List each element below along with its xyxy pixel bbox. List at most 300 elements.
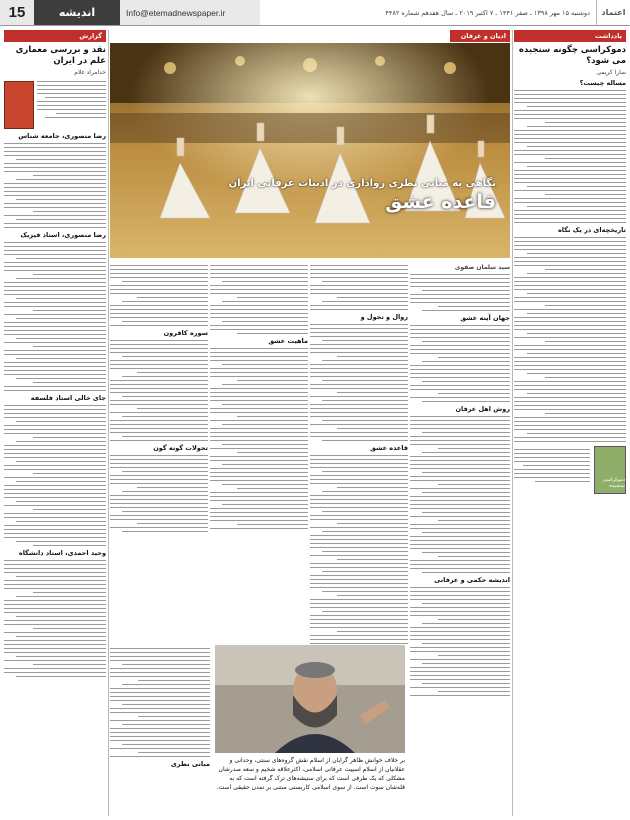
text-line — [4, 354, 106, 355]
text-line — [210, 520, 308, 521]
text-line — [110, 483, 208, 484]
text-line — [410, 420, 510, 421]
text-line — [527, 373, 626, 374]
text-line — [310, 619, 408, 620]
text-line — [110, 325, 208, 326]
text-line — [110, 656, 210, 657]
text-line — [410, 544, 510, 545]
text-line — [422, 623, 510, 624]
text-line — [4, 564, 106, 565]
text-line — [438, 619, 510, 620]
text-line — [122, 356, 208, 357]
text-line — [422, 401, 510, 402]
text-line — [514, 337, 626, 338]
text-line — [310, 368, 408, 369]
text-line — [110, 467, 208, 468]
text-line — [514, 453, 590, 454]
report-title: نقد و بررسی معماری علم در ایران — [15, 45, 106, 67]
text-line — [122, 436, 208, 437]
text-line — [527, 206, 626, 207]
text-line — [4, 505, 106, 506]
text-line — [16, 521, 106, 522]
text-line — [110, 696, 210, 697]
text-line — [210, 396, 308, 397]
text-line — [210, 428, 308, 429]
text-line — [4, 171, 106, 172]
text-line — [4, 465, 106, 466]
text-line — [410, 468, 510, 469]
feature-kicker: نگاهی به مبانی نظری رواداری در ادبیات عرفانی ایران — [228, 178, 496, 189]
text-line — [110, 305, 208, 306]
text-line — [310, 579, 408, 580]
text-line — [210, 468, 308, 469]
text-line — [210, 480, 308, 481]
text-line — [210, 372, 308, 373]
text-line — [210, 348, 308, 349]
feature-rubric: ادیان و عرفان — [450, 30, 510, 42]
text-line — [438, 357, 510, 358]
left-column — [4, 30, 106, 816]
text-line — [210, 329, 308, 330]
text-line — [514, 218, 626, 219]
text-line — [310, 479, 408, 480]
text-line — [310, 547, 408, 548]
text-line — [527, 433, 626, 434]
text-line — [4, 386, 106, 387]
text-line — [514, 214, 626, 215]
text-line — [422, 310, 510, 311]
text-line — [322, 380, 408, 381]
text-line — [222, 321, 308, 322]
text-line — [122, 491, 208, 492]
text-line — [514, 182, 626, 183]
text-line — [410, 536, 510, 537]
text-line — [110, 740, 210, 741]
text-line — [410, 444, 510, 445]
text-line — [37, 109, 106, 110]
section-subhead: جای خالی استاد فلسفه — [30, 394, 106, 403]
text-line — [4, 322, 106, 323]
text-line — [33, 509, 106, 510]
newspaper-logo: اعتماد — [596, 0, 630, 25]
text-line — [410, 369, 510, 370]
text-line — [422, 341, 510, 342]
text-line — [514, 409, 626, 410]
text-line — [4, 485, 106, 486]
text-line — [438, 393, 510, 394]
text-line — [310, 507, 408, 508]
feature-column-4b — [110, 645, 210, 815]
text-line — [410, 671, 510, 672]
text-line — [4, 374, 106, 375]
text-line — [110, 519, 208, 520]
text-line — [110, 503, 208, 504]
text-line — [4, 390, 106, 391]
text-line — [310, 328, 408, 329]
text-line — [514, 265, 626, 266]
text-line — [210, 456, 308, 457]
text-line — [110, 712, 210, 713]
text-line — [110, 428, 208, 429]
text-line — [137, 523, 208, 524]
text-line — [110, 420, 208, 421]
text-line — [4, 489, 106, 490]
text-line — [237, 297, 308, 298]
text-line — [410, 500, 510, 501]
text-line — [4, 246, 106, 247]
text-line — [514, 441, 626, 442]
text-line — [4, 572, 106, 573]
text-line — [310, 599, 408, 600]
text-line — [237, 416, 308, 417]
text-line — [4, 405, 106, 406]
text-line — [410, 607, 510, 608]
text-line — [16, 258, 106, 259]
text-line — [122, 396, 208, 397]
text-line — [310, 587, 408, 588]
text-line — [222, 301, 308, 302]
text-line — [410, 460, 510, 461]
text-line — [4, 517, 106, 518]
text-line — [33, 310, 106, 311]
text-line — [237, 488, 308, 489]
text-line — [110, 459, 208, 460]
text-line — [210, 476, 308, 477]
text-line — [514, 369, 626, 370]
text-line — [110, 424, 208, 425]
text-line — [514, 277, 626, 278]
text-line — [310, 499, 408, 500]
text-line — [410, 568, 510, 569]
text-line — [222, 364, 308, 365]
text-line — [4, 330, 106, 331]
text-line — [514, 405, 626, 406]
text-line — [422, 361, 510, 362]
text-line — [310, 273, 408, 274]
text-line — [310, 455, 408, 456]
text-line — [310, 463, 408, 464]
text-line — [514, 349, 626, 350]
text-line — [16, 576, 106, 577]
text-line — [337, 523, 408, 524]
text-line — [310, 372, 408, 373]
text-line — [16, 501, 106, 502]
text-line — [4, 640, 106, 641]
book-cover-title: دموکراسی سنجیده — [602, 477, 625, 490]
text-line — [337, 631, 408, 632]
text-line — [4, 537, 106, 538]
text-line — [110, 708, 210, 709]
text-line — [410, 333, 510, 334]
text-line — [527, 273, 626, 274]
text-line — [210, 392, 308, 393]
text-line — [110, 432, 208, 433]
text-line — [527, 393, 626, 394]
text-line — [422, 683, 510, 684]
text-line — [410, 389, 510, 390]
text-line — [210, 309, 308, 310]
text-line — [514, 385, 626, 386]
text-line — [4, 191, 106, 192]
text-line — [514, 365, 626, 366]
text-line — [545, 194, 626, 195]
text-line — [237, 524, 308, 525]
text-line — [514, 154, 626, 155]
section-subhead: جهان آینه عشق — [460, 314, 510, 322]
text-line — [410, 599, 510, 600]
right-column — [514, 30, 626, 816]
text-line — [4, 314, 106, 315]
text-line — [514, 381, 626, 382]
text-line — [110, 285, 208, 286]
text-line — [4, 584, 106, 585]
text-line — [4, 227, 106, 228]
text-line — [410, 397, 510, 398]
text-line — [337, 297, 408, 298]
text-line — [438, 655, 510, 656]
text-line — [545, 341, 626, 342]
text-line — [4, 469, 106, 470]
text-line — [410, 349, 510, 350]
text-line — [514, 417, 626, 418]
text-line — [210, 285, 308, 286]
text-line — [110, 277, 208, 278]
text-line — [410, 564, 510, 565]
text-line — [110, 384, 208, 385]
text-line — [16, 481, 106, 482]
text-line — [4, 413, 106, 414]
text-line — [514, 469, 590, 470]
text-line — [210, 472, 308, 473]
text-line — [110, 720, 210, 721]
text-line — [110, 660, 210, 661]
text-line — [4, 362, 106, 363]
text-line — [16, 596, 106, 597]
text-line — [422, 572, 510, 573]
text-line — [33, 473, 106, 474]
text-line — [410, 651, 510, 652]
text-line — [310, 639, 408, 640]
section-subhead: روش اهل عرفان — [455, 405, 510, 413]
text-line — [4, 525, 106, 526]
text-line — [514, 134, 626, 135]
text-line — [210, 400, 308, 401]
section-name: اندیشه — [34, 0, 120, 25]
text-line — [210, 376, 308, 377]
text-line — [310, 285, 408, 286]
text-line — [210, 496, 308, 497]
text-line — [322, 301, 408, 302]
text-line — [210, 420, 308, 421]
text-line — [410, 298, 510, 299]
text-line — [110, 515, 208, 516]
text-line — [527, 333, 626, 334]
text-line — [138, 716, 210, 717]
text-line — [4, 533, 106, 534]
article-subhead: تاریخچه‌ای در یک نگاه — [557, 226, 626, 235]
text-line — [527, 106, 626, 107]
text-line — [310, 627, 408, 628]
text-line — [37, 81, 106, 82]
text-line — [322, 440, 408, 441]
text-line — [527, 186, 626, 187]
text-line — [237, 333, 308, 334]
text-line — [322, 571, 408, 572]
text-line — [310, 352, 408, 353]
text-line — [4, 453, 106, 454]
text-line — [37, 105, 106, 106]
text-line — [514, 429, 626, 430]
text-line — [410, 496, 510, 497]
text-line — [410, 647, 510, 648]
text-line — [16, 338, 106, 339]
text-line — [410, 679, 510, 680]
text-line — [410, 631, 510, 632]
article-title: دموکراسی چگونه سنجیده می شود؟ — [518, 45, 626, 67]
text-line — [410, 365, 510, 366]
text-line — [33, 211, 106, 212]
text-line — [210, 352, 308, 353]
text-line — [4, 668, 106, 669]
text-line — [122, 664, 210, 665]
book-cover-image — [4, 81, 34, 129]
text-line — [4, 294, 106, 295]
text-line — [322, 340, 408, 341]
text-line — [16, 159, 106, 160]
text-line — [110, 748, 210, 749]
text-line — [410, 587, 510, 588]
text-line — [310, 555, 408, 556]
text-line — [410, 440, 510, 441]
feature-column-1 — [410, 262, 510, 812]
text-line — [210, 500, 308, 501]
text-line — [514, 162, 626, 163]
text-line — [337, 356, 408, 357]
text-line — [210, 412, 308, 413]
text-line — [410, 480, 510, 481]
email-address[interactable]: Info@etemadnewspaper.ir — [120, 0, 260, 25]
text-line — [514, 461, 590, 462]
text-line — [4, 326, 106, 327]
text-line — [514, 114, 626, 115]
text-line — [322, 491, 408, 492]
text-line — [37, 101, 106, 102]
text-line — [422, 552, 510, 553]
text-line — [210, 289, 308, 290]
text-line — [110, 388, 208, 389]
text-line — [110, 293, 208, 294]
text-line — [514, 309, 626, 310]
text-line — [438, 520, 510, 521]
text-line — [322, 591, 408, 592]
text-line — [4, 266, 106, 267]
text-line — [410, 595, 510, 596]
text-line — [110, 273, 208, 274]
text-line — [514, 102, 626, 103]
text-line — [410, 488, 510, 489]
text-line — [4, 147, 106, 148]
text-line — [210, 516, 308, 517]
text-line — [110, 495, 208, 496]
text-line — [210, 317, 308, 318]
text-line — [322, 360, 408, 361]
text-line — [110, 412, 208, 413]
text-line — [310, 503, 408, 504]
text-line — [16, 616, 106, 617]
text-line — [337, 392, 408, 393]
speaker-portrait-photo — [215, 645, 405, 753]
text-line — [514, 150, 626, 151]
feature-column-3 — [210, 262, 308, 642]
text-line — [514, 357, 626, 358]
text-line — [110, 455, 208, 456]
text-line — [310, 527, 408, 528]
text-line — [410, 373, 510, 374]
text-line — [514, 477, 590, 478]
text-line — [310, 575, 408, 576]
text-line — [110, 756, 210, 757]
text-line — [310, 467, 408, 468]
text-line — [210, 313, 308, 314]
text-line — [410, 436, 510, 437]
text-line — [310, 269, 408, 270]
text-line — [4, 215, 106, 216]
text-line — [4, 306, 106, 307]
text-line — [4, 560, 106, 561]
text-line — [16, 278, 106, 279]
text-line — [4, 644, 106, 645]
text-line — [310, 635, 408, 636]
text-line — [16, 636, 106, 637]
text-line — [110, 352, 208, 353]
text-line — [322, 551, 408, 552]
text-line — [210, 512, 308, 513]
text-line — [514, 202, 626, 203]
text-line — [410, 667, 510, 668]
text-line — [110, 463, 208, 464]
text-line — [514, 174, 626, 175]
text-line — [514, 98, 626, 99]
text-line — [110, 340, 208, 341]
text-line — [410, 639, 510, 640]
text-line — [110, 479, 208, 480]
text-line — [410, 294, 510, 295]
text-line — [222, 484, 308, 485]
text-line — [310, 539, 408, 540]
text-line — [4, 409, 106, 410]
text-line — [310, 376, 408, 377]
text-line — [310, 305, 408, 306]
text-line — [310, 535, 408, 536]
text-line — [514, 329, 626, 330]
text-line — [514, 249, 626, 250]
text-line — [4, 608, 106, 609]
text-line — [514, 118, 626, 119]
text-line — [110, 688, 210, 689]
text-line — [110, 692, 210, 693]
text-line — [4, 151, 106, 152]
text-line — [137, 487, 208, 488]
text-line — [4, 286, 106, 287]
dateline: دوشنبه ۱۵ مهر ۱۳۹۸ ـ صفر ۱۴۴۱ ـ ۷ اکتبر ۲۰۱۹ ـ سال هفدهم شماره ۴۴۸۲ — [385, 8, 590, 17]
text-line — [210, 492, 308, 493]
section-subhead: اندیشه حکمی و عرفانی — [434, 576, 510, 584]
text-line — [33, 175, 106, 176]
text-line — [210, 356, 308, 357]
text-line — [4, 195, 106, 196]
text-line — [122, 376, 208, 377]
text-line — [4, 652, 106, 653]
